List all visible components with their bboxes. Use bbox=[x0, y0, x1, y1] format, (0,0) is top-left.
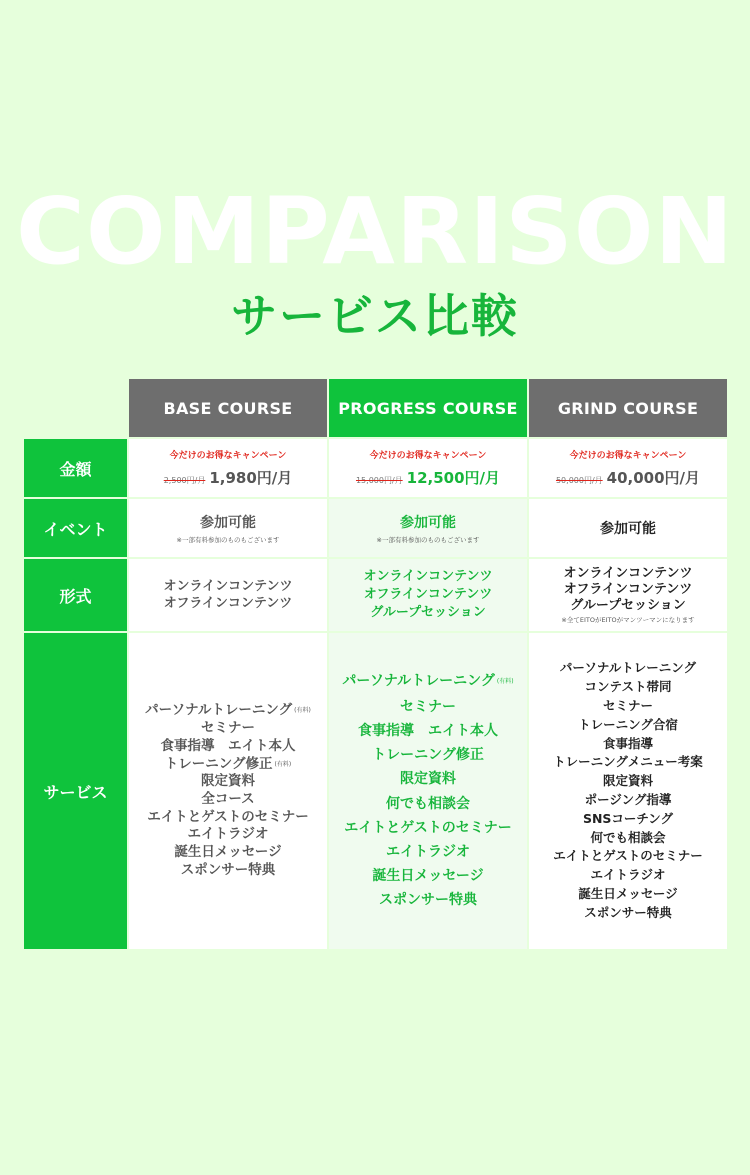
column-header-base: BASE COURSE bbox=[129, 379, 327, 437]
services-cell-progress bbox=[329, 633, 527, 949]
hero-word-comparison: COMPARISON bbox=[15, 178, 735, 285]
format-cell-progress bbox=[329, 559, 527, 631]
column-header-progress: PROGRESS COURSE bbox=[329, 379, 527, 437]
event-cell-progress bbox=[329, 499, 527, 557]
service-item: エイトとゲストのセミナー bbox=[344, 819, 512, 836]
service-item: 限定資料 bbox=[200, 773, 255, 790]
services-cell-grind bbox=[529, 633, 727, 949]
service-item: トレーニング合宿 bbox=[578, 716, 678, 732]
service-item: エイトラジオ bbox=[386, 843, 470, 860]
service-item: 食事指導 エイト本人 bbox=[160, 737, 296, 754]
price-cell-base bbox=[129, 439, 327, 497]
format-item: オンラインコンテンツ bbox=[363, 569, 493, 584]
service-item: スポンサー特典 bbox=[379, 892, 477, 909]
service-item: パーソナルトレーニング bbox=[559, 660, 697, 676]
service-item: エイトラジオ bbox=[187, 826, 269, 843]
format-item: グループセッション bbox=[570, 598, 686, 613]
service-item: トレーニング修正 $^{(有料)}$ bbox=[164, 755, 292, 772]
event-cell-base bbox=[129, 499, 327, 557]
format-item: オンラインコンテンツ bbox=[163, 579, 293, 594]
service-item: 食事指導 エイト本人 bbox=[358, 722, 498, 739]
old-price: 2,500円/月 bbox=[163, 476, 206, 485]
paid-tag: (有料) bbox=[274, 760, 292, 768]
service-item: 誕生日メッセージ bbox=[372, 868, 484, 885]
service-item: 何でも相談会 bbox=[590, 829, 666, 845]
service-item: パーソナルトレーニング $^{(有料)}$ bbox=[342, 673, 514, 690]
new-price: 1,980円/月 bbox=[209, 469, 293, 487]
new-price: 12,500円/月 bbox=[406, 469, 501, 487]
service-item: 誕生日メッセージ bbox=[174, 844, 282, 861]
service-item: 限定資料 bbox=[602, 773, 653, 789]
promo-label: 今だけのお得なキャンペーン bbox=[569, 451, 687, 461]
service-item: 食事指導 bbox=[602, 735, 653, 751]
service-item: スポンサー特典 bbox=[180, 861, 276, 878]
services-cell-base bbox=[129, 633, 327, 949]
format-item: オフラインコンテンツ bbox=[163, 596, 293, 611]
row-label-event: イベント bbox=[24, 499, 127, 557]
old-price: 15,000円/月 bbox=[355, 476, 403, 485]
service-item: セミナー bbox=[200, 720, 255, 737]
new-price: 40,000円/月 bbox=[606, 469, 701, 487]
format-item: オフラインコンテンツ bbox=[363, 587, 493, 602]
service-item: 限定資料 bbox=[400, 771, 456, 788]
event-text: 参加可能 bbox=[200, 515, 256, 531]
row-label-services: サービス bbox=[24, 633, 127, 949]
table-corner bbox=[24, 379, 127, 437]
paid-tag: (有料) bbox=[294, 707, 311, 715]
service-item: エイトとゲストのセミナー bbox=[553, 848, 703, 864]
format-item: グループセッション bbox=[370, 605, 486, 620]
comparison-table bbox=[24, 379, 727, 949]
old-price: 50,000円/月 bbox=[555, 476, 603, 485]
service-item: 何でも相談会 bbox=[386, 795, 470, 812]
format-note: ※全てEITOがEITOがマンツーマンになります bbox=[561, 616, 695, 624]
event-text: 参加可能 bbox=[600, 521, 656, 537]
format-cell-base bbox=[129, 559, 327, 631]
price-cell-progress bbox=[329, 439, 527, 497]
format-item: オフラインコンテンツ bbox=[563, 582, 693, 597]
promo-label: 今だけのお得なキャンペーン bbox=[169, 451, 287, 461]
service-item: エイトラジオ bbox=[590, 867, 666, 883]
service-item: セミナー bbox=[400, 698, 456, 715]
service-item: 全コース bbox=[201, 791, 255, 807]
event-cell-grind bbox=[529, 499, 727, 557]
event-text: 参加可能 bbox=[400, 515, 456, 531]
promo-label: 今だけのお得なキャンペーン bbox=[369, 451, 487, 461]
service-item: ポージング指導 bbox=[584, 792, 672, 807]
event-note: ※一部有料参加のものもございます bbox=[376, 536, 480, 544]
page-title: サービス比較 bbox=[231, 289, 519, 343]
service-item: パーソナルトレーニング $^{(有料)}$ bbox=[145, 702, 311, 719]
service-item: エイトとゲストのセミナー bbox=[147, 808, 309, 825]
event-note: ※一部有料参加のものもございます bbox=[176, 536, 280, 544]
price-cell-grind bbox=[529, 439, 727, 497]
service-item: SNSコーチング bbox=[582, 810, 674, 826]
format-cell-grind bbox=[529, 559, 727, 631]
format-item: オンラインコンテンツ bbox=[563, 566, 693, 581]
service-item: 誕生日メッセージ bbox=[578, 885, 678, 901]
service-item: セミナー bbox=[602, 698, 653, 714]
column-header-grind: GRIND COURSE bbox=[529, 379, 727, 437]
service-item: トレーニングメニュー考案 bbox=[553, 754, 703, 770]
service-item: スポンサー特典 bbox=[584, 904, 672, 920]
row-label-price: 金額 bbox=[24, 439, 127, 497]
row-label-format: 形式 bbox=[24, 559, 127, 631]
paid-tag: (有料) bbox=[496, 678, 514, 686]
service-item: コンテスト帯同 bbox=[584, 679, 672, 695]
service-item: トレーニング修正 bbox=[372, 747, 484, 764]
